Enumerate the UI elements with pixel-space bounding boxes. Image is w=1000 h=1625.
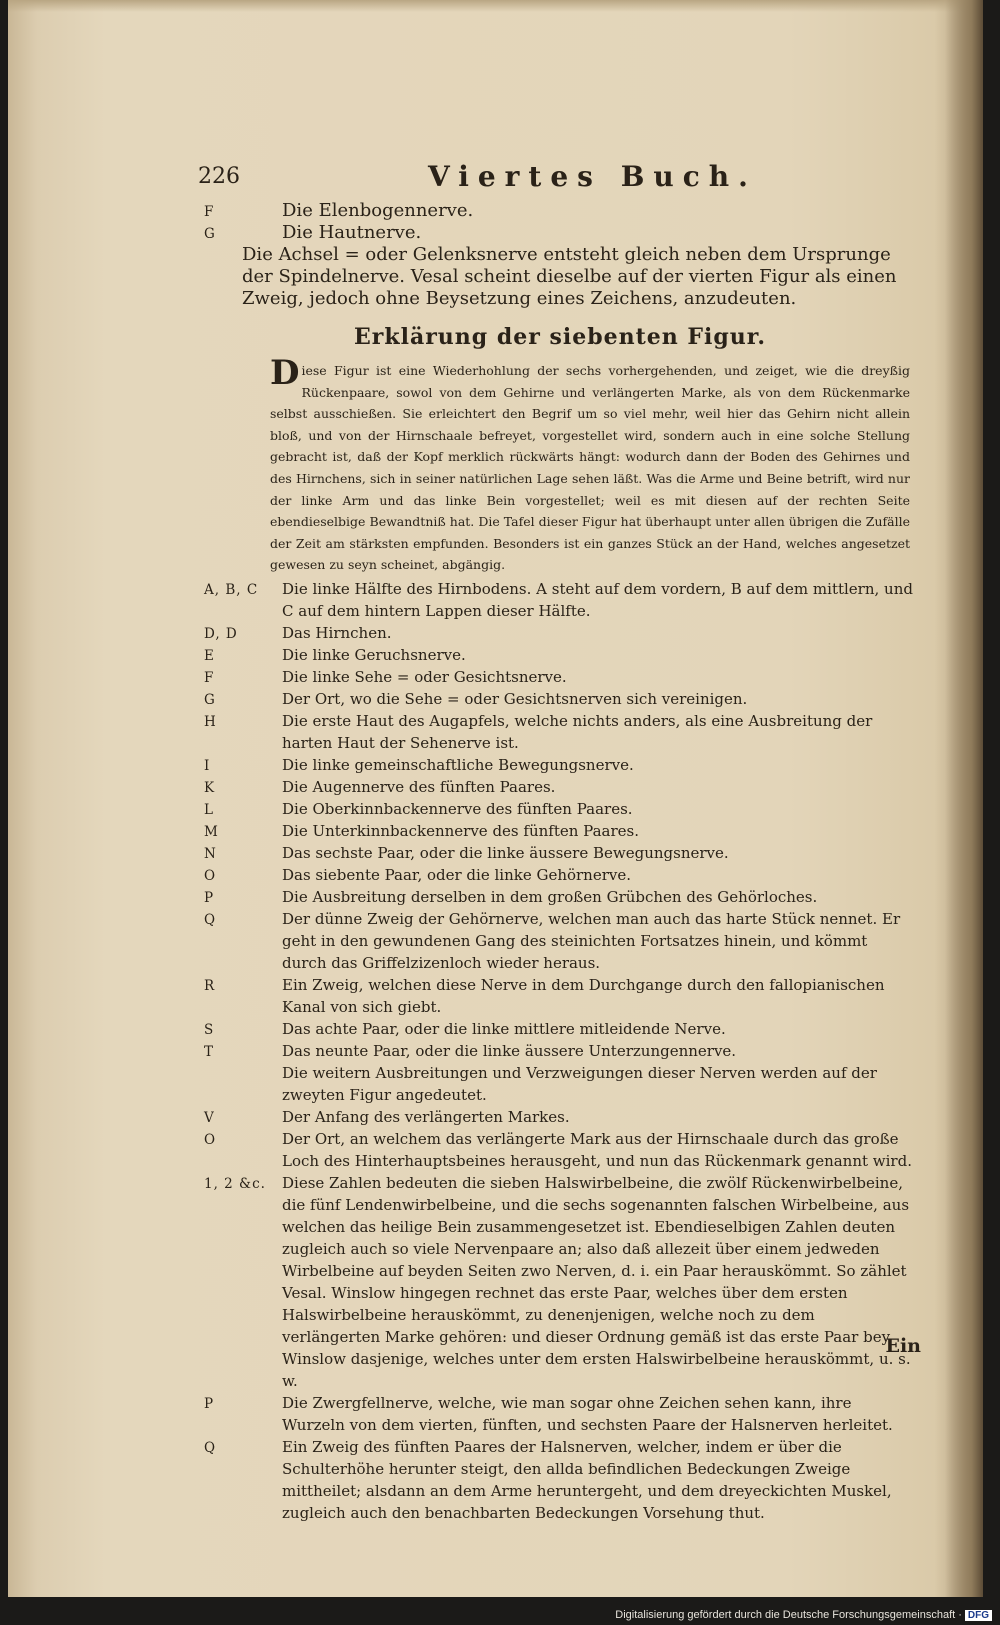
digitization-footer: Digitalisierung gefördert durch die Deutsche Forschungsgemeinschaft · DFG (615, 1609, 992, 1621)
list-item (204, 200, 916, 222)
item-text: Die Elenbogennerve. (282, 200, 474, 221)
item-text: Die Augennerve des fünften Paares. (282, 777, 556, 796)
list-item (204, 974, 916, 1018)
list-item (204, 886, 916, 908)
item-label: Q (204, 1439, 217, 1456)
item-label: F (204, 204, 215, 220)
list-item (204, 1106, 916, 1128)
legend-list (204, 578, 916, 1524)
item-text: Die linke Sehe = oder Gesichtsnerve. (282, 667, 567, 686)
item-label: R (204, 977, 216, 994)
list-item (204, 222, 916, 244)
catchword: Ein (885, 1335, 921, 1357)
item-text: Das Hirnchen. (282, 623, 392, 642)
item-text: Ein Zweig, welchen diese Nerve in dem Durchgange durch den fallopianischen Kanal von sich giebt. (282, 975, 885, 1016)
list-item (204, 1172, 916, 1392)
list-item (204, 820, 916, 842)
list-item (204, 864, 916, 886)
item-label: N (204, 845, 217, 862)
item-label: M (204, 823, 219, 840)
item-label: T (204, 1043, 215, 1060)
page-body (204, 200, 916, 1524)
list-item (204, 622, 916, 644)
axillary-paragraph: Die Achsel = oder Gelenksnerve entsteht gleich neben dem Ursprunge der Spindelnerve. Vesal scheint dieselbe auf der vierten Figur als einen Zweig, jedoch ohne Beysetzung eines Zeichens, anzudeuten. (242, 244, 897, 309)
item-label: P (204, 1395, 215, 1412)
item-label: G (204, 226, 216, 242)
item-text: Das achte Paar, oder die linke mittlere mitleidende Nerve. (282, 1019, 726, 1038)
item-label: E (204, 647, 215, 664)
list-item (204, 578, 916, 622)
item-label: S (204, 1021, 215, 1038)
running-title: Viertes Buch. (428, 160, 757, 193)
item-text: Der dünne Zweig der Gehörnerve, welchen man auch das harte Stück nennet. Er geht in den gewundenen Gang des steinichten Fortsatzes hinein, und kömmt durch das Griffelzizenloch wieder heraus. (282, 909, 901, 972)
item-text: Die linke Geruchsnerve. (282, 645, 466, 664)
item-text: Die Zwergfellnerve, welche, wie man sogar ohne Zeichen sehen kann, ihre Wurzeln von dem vierten, fünften, und sechsten Paare der Halsnerven herleitet. (282, 1393, 893, 1434)
item-label (204, 1062, 282, 1106)
intro-text: iese Figur ist eine Wiederhohlung der sechs vorhergehenden, und zeiget, wie die dreyßig Rückenpaare, sowol von dem Gehirne und verlängerten Marke, als von dem Rückenmarke selbst ausschießen. Sie erleichtert den Begrif um so viel mehr, weil hier das Gehirn nicht allein bloß, und von der Hirnschaale befreyet, vorgestellet wird, sondern auch in eine solche Stellung gebracht ist, daß der Kopf merklich rückwärts hängt: wodurch dann der Boden des Gehirnes und des Hirnchens, sich in seiner natürlichen Lage sehen läßt. Was die Arme und Beine betrift, wird nur der linke Arm und das linke Bein vorgestellet; weil es mit diesen auf der rechten Seite ebendieselbige Bewandtniß hat. Die Tafel dieser Figur hat überhaupt unter allen übrigen die Zufälle der Zeit am stärksten empfunden. Besonders ist ein ganzes Stück an der Hand, welches angesetzet gewesen zu seyn scheinet, abgängig. (270, 363, 910, 573)
list-item (204, 1436, 916, 1524)
list-item (204, 666, 916, 688)
item-text: Der Ort, wo die Sehe = oder Gesichtsnerven sich vereinigen. (282, 689, 748, 708)
page-header (198, 160, 918, 196)
list-item (204, 798, 916, 820)
drop-cap: D (270, 353, 300, 393)
item-label: Q (204, 911, 217, 928)
item-label: H (204, 713, 217, 730)
item-label: L (204, 801, 214, 818)
item-label: V (204, 1109, 215, 1126)
list-item (204, 754, 916, 776)
footer-credit: Digitalisierung gefördert durch die Deutsche Forschungsgemeinschaft (615, 1609, 956, 1621)
list-item (204, 842, 916, 864)
section-heading: Erklärung der siebenten Figur. (354, 324, 766, 350)
page-number: 226 (198, 164, 240, 189)
list-item (204, 1392, 916, 1436)
item-text: Die Hautnerve. (282, 222, 422, 243)
item-text: Die linke Hälfte des Hirnbodens. A steht auf dem vordern, B auf dem mittlern, und C auf dem hintern Lappen dieser Hälfte. (282, 579, 913, 620)
item-label: F (204, 669, 215, 686)
item-text: Die weitern Ausbreitungen und Verzweigungen dieser Nerven werden auf der zweyten Figur angedeutet. (282, 1063, 877, 1104)
item-text: Die Oberkinnbackennerve des fünften Paares. (282, 799, 633, 818)
item-label: 1, 2 &c. (204, 1175, 266, 1192)
list-item (204, 644, 916, 666)
item-label: I (204, 757, 211, 774)
item-label: K (204, 779, 216, 796)
list-item (204, 1062, 916, 1106)
item-label: D, D (204, 625, 238, 642)
item-label: O (204, 867, 217, 884)
intro-paragraph (270, 353, 910, 576)
item-text: Die Unterkinnbackennerve des fünften Paares. (282, 821, 639, 840)
item-text: Die linke gemeinschaftliche Bewegungsnerve. (282, 755, 634, 774)
list-item (204, 688, 916, 710)
item-text: Die Ausbreitung derselben in dem großen Grübchen des Gehörloches. (282, 887, 818, 906)
item-text: Das neunte Paar, oder die linke äussere Unterzungennerve. (282, 1041, 737, 1060)
item-text: Das siebente Paar, oder die linke Gehörnerve. (282, 865, 632, 884)
list-item (204, 1018, 916, 1040)
item-text: Der Anfang des verlängerten Markes. (282, 1107, 570, 1126)
list-item (204, 1040, 916, 1062)
item-text: Die erste Haut des Augapfels, welche nichts anders, als eine Ausbreitung der harten Haut der Sehenerve ist. (282, 711, 873, 752)
list-item (204, 710, 916, 754)
list-item (204, 1128, 916, 1172)
item-text: Das sechste Paar, oder die linke äussere Bewegungsnerve. (282, 843, 729, 862)
book-page (8, 0, 983, 1597)
item-text: Ein Zweig des fünften Paares der Halsnerven, welcher, indem er über die Schulterhöhe herunter steigt, den allda befindlichen Bedeckungen Zweige mittheilet; alsdann an dem Arme heruntergeht, und dem dreyeckichten Muskel, zugleich auch den benachbarten Bedeckungen Vorsehung thut. (282, 1437, 892, 1522)
list-item (204, 908, 916, 974)
list-item (204, 244, 916, 310)
item-label: P (204, 889, 215, 906)
list-item (204, 776, 916, 798)
item-label: O (204, 1131, 217, 1148)
item-text: Der Ort, an welchem das verlängerte Mark aus der Hirnschaale durch das große Loch des Hinterhauptsbeines herausgeht, und nun das Rückenmark genannt wird. (282, 1129, 912, 1170)
item-text: Diese Zahlen bedeuten die sieben Halswirbelbeine, die zwölf Rückenwirbelbeine, die fünf Lendenwirbelbeine, und die sechs sogenannten falschen Wirbelbeine, aus welchen das heilige Bein zusammengesetzet ist. Ebendieselbigen Zahlen deuten zugleich auch so viele Nervenpaare an; also daß allezeit über einem jedweden Wirbelbeine auf beyden Seiten zwo Nerven, d. i. ein Paar herauskömmt. So zählet Vesal. Winslow hingegen rechnet das erste Paar, welches über dem ersten Halswirbelbeine herauskömmt, zu denenjenigen, welche noch zu dem verlängerten Marke gehören: und dieser Ordnung gemäß ist das erste Paar bey Winslow dasjenige, welches unter dem ersten Halswirbelbeine herauskömmt, u. s. w. (282, 1173, 911, 1390)
dfg-logo: DFG (965, 1610, 992, 1621)
item-label: A, B, C (204, 581, 259, 598)
item-label: G (204, 691, 216, 708)
